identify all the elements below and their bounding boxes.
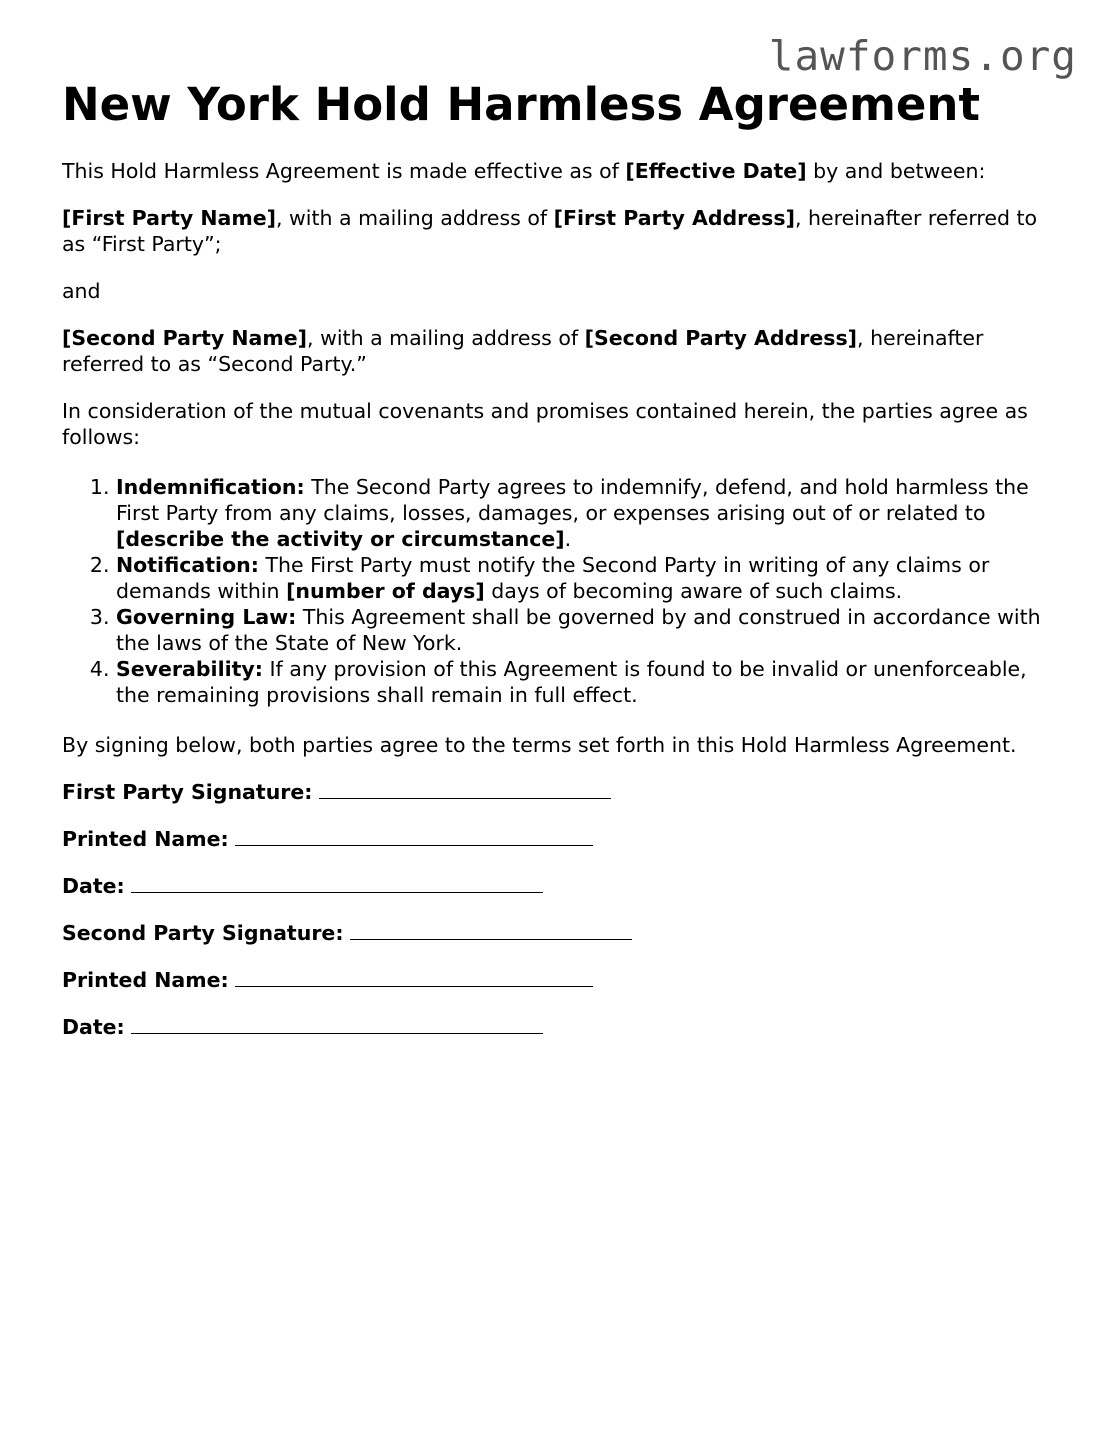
clause-text: The First Party must notify the Second Party in writing of any claims or demands within: [116, 552, 990, 603]
first-party-signature-line: [62, 779, 1052, 805]
date-label: Date:: [62, 873, 125, 898]
first-party-printed-name-field[interactable]: [235, 827, 593, 846]
second-party-paragraph: [62, 325, 1052, 377]
intro-paragraph: [62, 158, 1052, 184]
clause-severability: [116, 656, 1052, 708]
effective-date-placeholder: [Effective Date]: [625, 158, 807, 183]
first-party-printed-name-line: [62, 826, 1052, 852]
clause-text: The Second Party agrees to indemnify, defend, and hold harmless the First Party from any claims, losses, damages, or expenses arising out of or related to: [116, 474, 1029, 525]
clause-text-end: .: [564, 526, 572, 551]
clause-heading: Severability:: [116, 656, 263, 681]
printed-name-label: Printed Name:: [62, 967, 229, 992]
activity-placeholder: [describe the activity or circumstance]: [116, 526, 565, 551]
clause-governing-law: [116, 604, 1052, 656]
first-party-signature-label: First Party Signature:: [62, 779, 313, 804]
second-party-address-placeholder: [Second Party Address]: [584, 325, 858, 350]
clauses-list: [62, 474, 1052, 708]
second-party-signature-label: Second Party Signature:: [62, 920, 344, 945]
document-body: [62, 80, 1052, 1061]
intro-text-after: by and between:: [806, 158, 986, 183]
second-party-signature-field[interactable]: [350, 921, 632, 940]
and-paragraph: and: [62, 278, 101, 303]
second-party-printed-name-line: [62, 967, 1052, 993]
closing-paragraph: By signing below, both parties agree to the terms set forth in this Hold Harmless Agreement.: [62, 732, 1017, 757]
clause-notification: [116, 552, 1052, 604]
lawforms-watermark: lawforms.org: [768, 32, 1077, 80]
first-party-date-line: [62, 873, 1052, 899]
second-party-date-field[interactable]: [131, 1015, 543, 1034]
first-party-end-text: , hereinafter referred to as “First Party”;: [62, 205, 1038, 256]
second-party-mid-text: , with a mailing address of: [307, 325, 585, 350]
printed-name-label: Printed Name:: [62, 826, 229, 851]
second-party-printed-name-field[interactable]: [235, 968, 593, 987]
second-party-date-line: [62, 1014, 1052, 1040]
intro-text-before: This Hold Harmless Agreement is made effective as of: [62, 158, 626, 183]
second-party-end-text: , hereinafter referred to as “Second Party.”: [62, 325, 984, 376]
first-party-paragraph: [62, 205, 1052, 257]
second-party-name-placeholder: [Second Party Name]: [62, 325, 308, 350]
document-title: New York Hold Harmless Agreement: [62, 78, 980, 131]
clause-text: This Agreement shall be governed by and construed in accordance with the laws of the State of New York.: [116, 604, 1041, 655]
second-party-signature-line: [62, 920, 1052, 946]
first-party-signature-field[interactable]: [319, 780, 611, 799]
first-party-address-placeholder: [First Party Address]: [553, 205, 795, 230]
clause-heading: Governing Law:: [116, 604, 297, 629]
days-placeholder: [number of days]: [286, 578, 485, 603]
consideration-paragraph: In consideration of the mutual covenants and promises contained herein, the parties agree as follows:: [62, 398, 1028, 449]
first-party-name-placeholder: [First Party Name]: [62, 205, 276, 230]
clause-heading: Indemnification:: [116, 474, 305, 499]
clause-text: If any provision of this Agreement is found to be invalid or unenforceable, the remaining provisions shall remain in full effect.: [116, 656, 1027, 707]
first-party-mid-text: , with a mailing address of: [276, 205, 554, 230]
first-party-date-field[interactable]: [131, 874, 543, 893]
clause-indemnification: [116, 474, 1052, 552]
date-label: Date:: [62, 1014, 125, 1039]
clause-heading: Notification:: [116, 552, 259, 577]
clause-text-end: days of becoming aware of such claims.: [484, 578, 903, 603]
